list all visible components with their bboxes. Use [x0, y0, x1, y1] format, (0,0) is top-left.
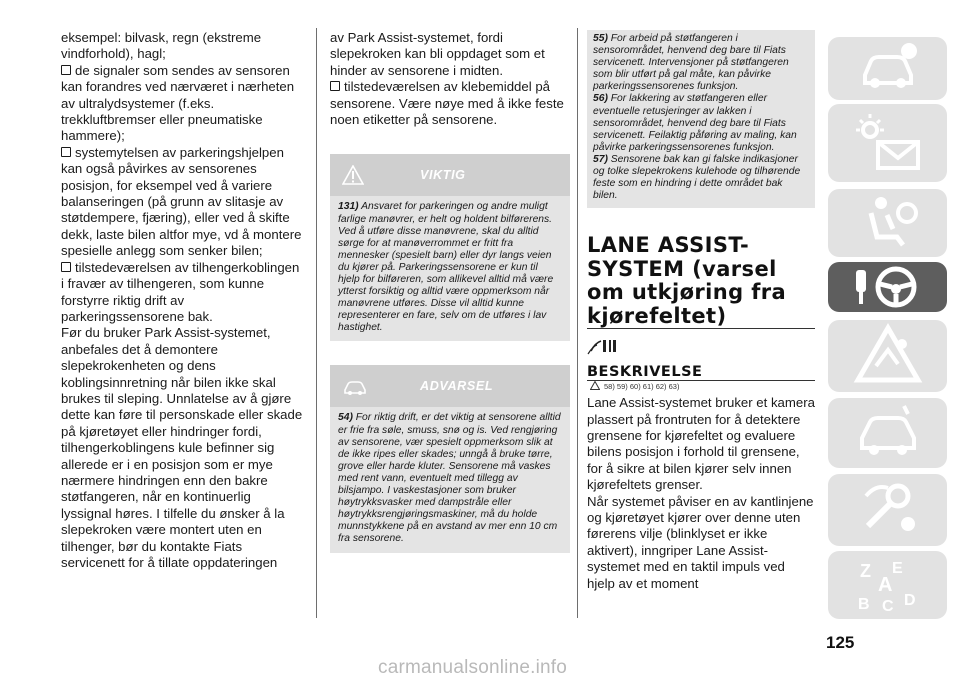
svg-text:B: B: [857, 596, 870, 613]
car-info-icon: [853, 37, 923, 97]
car-service-icon: [848, 398, 928, 466]
warning-title: ADVARSEL: [420, 379, 494, 394]
car-damage-icon: [342, 376, 368, 396]
svg-text:C: C: [881, 598, 894, 615]
svg-text:D: D: [903, 592, 916, 609]
column-divider: [316, 28, 317, 618]
page-number: 125: [826, 633, 855, 652]
note-number: 131): [338, 201, 359, 213]
body-paragraph: Lane Assist-systemet bruker et kamera plassert på frontruten for å detektere grensene for kjørefeltet og evaluere bilens posisjon i forhold til grensene, for å sikre at bilen kjører selv innen kjørefeltets grenser.: [587, 395, 815, 493]
warning-box: [330, 407, 570, 552]
column-3: [587, 30, 815, 592]
tab-starting-driving[interactable]: [828, 262, 947, 312]
dashboard-warning-icon: [848, 104, 928, 178]
note-text: Sensorene bak kan gi falske indikasjoner og tolke slepekrokens kulehode og tilhørende feste som en hindring i dette området bak bilen.: [593, 153, 801, 202]
lane-assist-icon: [587, 337, 617, 355]
svg-text:A: A: [877, 574, 892, 596]
note-number: 54): [338, 412, 353, 424]
bullet-item: systemytelsen av parkeringshjelpen kan også påvirkes av sensorenes posisjon, for eksempel ved å variere balanseringen (på grunn av slitasje av støtdempere, fjæring), eller ved å skifte dekk, laste bilen altfor mye, vd å montere spesielle anlegg som senker bilen;: [61, 144, 302, 259]
airbag-seat-icon: [853, 189, 923, 253]
steering-key-icon: [848, 262, 928, 312]
column-1: [61, 30, 303, 571]
subheading: BESKRIVELSE: [587, 363, 703, 380]
note-text: Ansvaret for parkeringen og andre muligt farlige manøvrer, er helt og holdent bilførerens. Ved å utføre disse manøvrene, skal du alltid sørge for at manøverrommet er fritt fra mennesker (spesielt barn) eller dyr langs veien du kjører på. Parkeringssensorene er kun til hjelp for bilføreren, som allikevel alltid må være ytterst forsiktig og alltid være oppmerksom når manøvrene utføres. Disse vil alltid kunne representerer en fare, selv om de utføres i lav hastighet.: [338, 201, 554, 334]
index-letters-icon: [848, 551, 928, 617]
important-title: VIKTIG: [420, 168, 466, 183]
svg-text:Z: Z: [859, 561, 871, 581]
body-paragraph: Før du bruker Park Assist-systemet, anbefales det å demontere slepekrokenheten og dens koblingsinnretning når bilen ikke skal brukes til sleping. Unnlatelse av å gjøre dette kan føre til personskade eller skade på kjøretøyet eller hindringer fordi, tilhengerkoblingens kule befinner sig allerede er i en posisjon som er mye nærmere hindringen enn den bakre støtfangeren, når en kontinuerlig lyssignal høres. I tilfelle du ønsker å la slepekroken være montert uten en tilhenger, bør du kontakte Fiats servicenett for å tillate oppdateringen: [61, 325, 303, 570]
warning-triangle-icon: [590, 381, 600, 390]
bullet-item: de signaler som sendes av sensoren kan forandres ved nærværet i nærheten av ultralydsystemer (f.eks. trekkluftbremser eller pneumatiske hammere);: [61, 63, 303, 145]
body-paragraph: Når systemet påviser en av kantlinjene og kjøretøyet kjører over denne uten førerens vilje (blinklyset er ikke aktivert), inngriper Lane Assist-systemet med en taktil impuls ved hjelp av et moment: [587, 493, 814, 591]
intro-text: eksempel: bilvask, regn (ekstreme vindforhold), hagl;: [61, 30, 262, 62]
watermark: carmanualsonline.info: [378, 657, 568, 678]
tab-safety[interactable]: [828, 189, 947, 257]
tab-vehicle-info[interactable]: [828, 37, 947, 100]
refs-line: 58) 59) 60) 61) 62) 63): [587, 381, 815, 384]
notes-box: 55) For arbeid på støtfangeren i sensorområdet, henvend deg bare til Fiats servicenett. Intervensjoner på støtfangeren som blir utført på gal måte, kan påvirke parkeringssensorenes funksjon. 56) For lakkering av støtfangeren eller eventuelle retusjeringer av lakken i sensorområdet, henvend deg bare til Fiats servicenett. Feilaktig påføring av maling, kan påvirke parkeringssensorenes funksjon. 57) Sensorene bak kan gi falske indikasjoner og tolke slepekrokens kulehode og tilhørende feste som en hindring i dette området bak bilen.: [587, 30, 815, 208]
bullet-item: tilstedeværelsen av klebemiddel på sensorene. Være nøye med å ikke feste noen etiketter på sensorene.: [330, 79, 570, 128]
svg-text:E: E: [891, 560, 903, 577]
tab-emergency[interactable]: [828, 398, 947, 468]
tab-index[interactable]: [828, 551, 947, 619]
warning-header: [330, 365, 570, 407]
important-box: [330, 196, 570, 341]
column-divider: [577, 28, 578, 618]
tab-maintenance[interactable]: [828, 474, 947, 546]
note-text: For lakkering av støtfangeren eller eventuelle retusjeringer av lakken i sensorområdet, henvend deg bare til Fiats servicenett. Feilaktig påføring av maling, kan påvirke parkeringssensorenes funksjon.: [593, 93, 797, 153]
section-heading: LANE ASSIST- SYSTEM (varsel om utkjøring fra kjørefeltet): [587, 233, 787, 328]
warning-triangle-icon: [342, 165, 364, 185]
tab-dashboard[interactable]: [828, 104, 947, 182]
note-text: For riktig drift, er det viktig at sensorene alltid er frie fra søle, smuss, snø og is. Ved rengjøring av sensorene, vær spesielt oppmerksom slik at de ikke ripes eller skades; unngå å bruke tørre, grove eller harde kluter. Sensorene må vaskes med rent vann, eventuelt med tillegg av bilsjampo. I vaskestasjoner som bruker høytrykksvasker med dampstråle eller høytrykksrengjøringsmaskiner, må du holde munnstykkene på en avstand av mer enn 10 cm fra sensorene.: [338, 412, 561, 545]
wrench-car-icon: [848, 474, 928, 544]
warning-triangle-icon: [848, 320, 928, 390]
bullet-item: tilstedeværelsen av tilhengerkoblingen i fravær av tilhengeren, som kunne forstyrre riktig drift av parkeringssensorene bak.: [61, 260, 303, 326]
note-text: For arbeid på støtfangeren i sensorområdet, henvend deg bare til Fiats servicenett. Intervensjoner på støtfangeren som blir utført på gal måte, kan påvirke parkeringssensorenes funksjon.: [593, 33, 789, 93]
important-header: [330, 154, 570, 196]
body-paragraph: av Park Assist-systemet, fordi slepekroken kan bli oppdaget som et hinder av sensorene i midten.: [330, 30, 545, 78]
column-2: [330, 30, 570, 553]
tab-warnings[interactable]: [828, 320, 947, 392]
